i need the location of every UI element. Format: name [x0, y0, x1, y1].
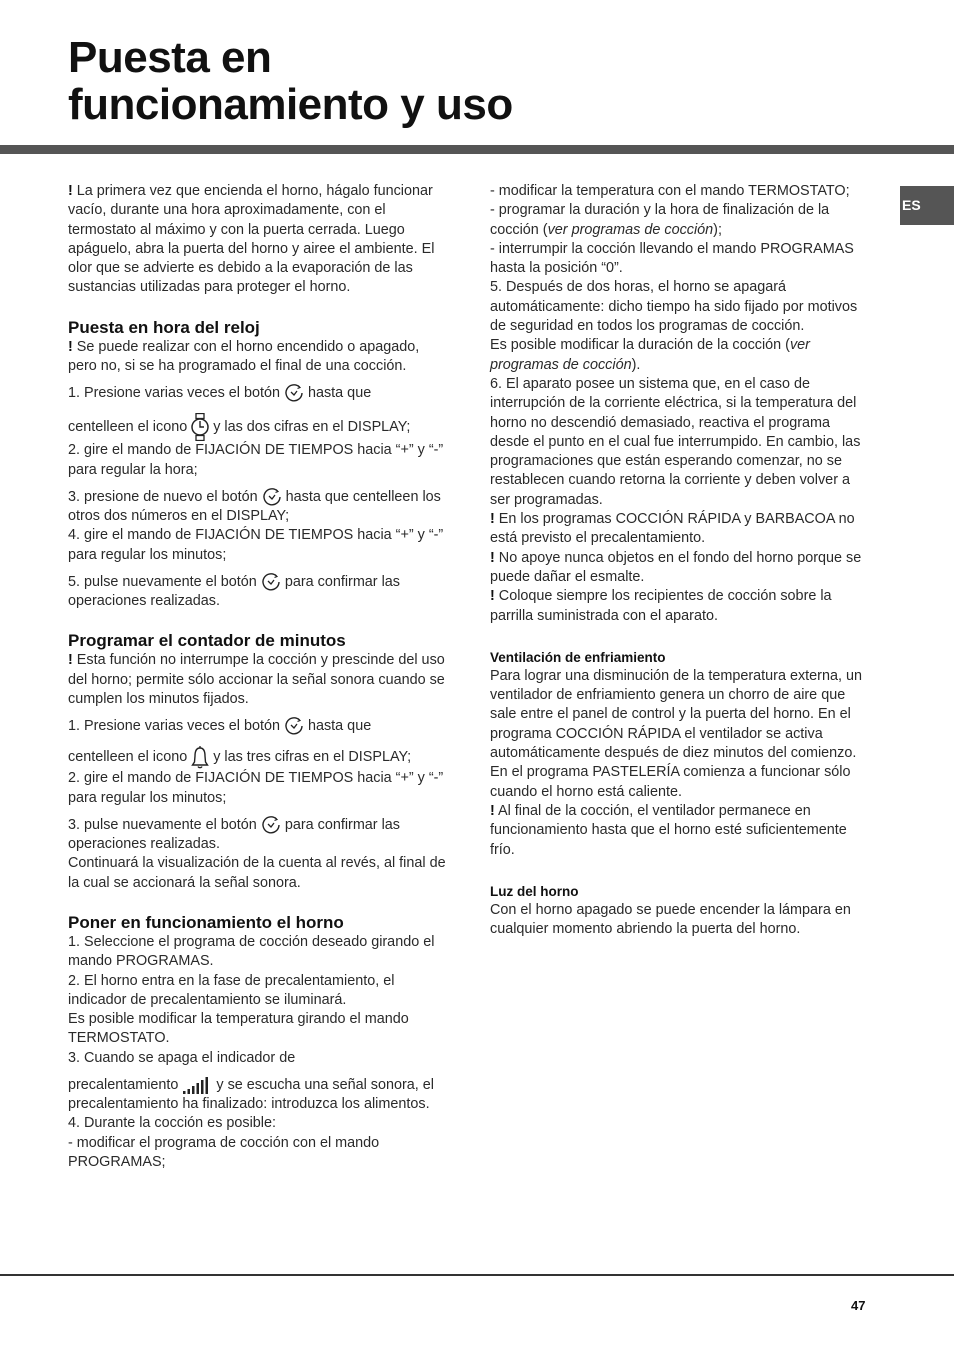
- clock-step-2: 2. gire el mando de FIJACIÓN DE TIEMPOS hacia “+” y “-” para regular la hora;: [68, 442, 444, 478]
- intro-paragraph: [68, 182, 446, 298]
- oven-step-4c-text-a: - programar la duración y la hora de finalización de la cocción (: [490, 202, 830, 238]
- oven-step-3: 3. Cuando se apaga el indicador de: [68, 1049, 296, 1066]
- warning-mark: !: [68, 183, 73, 199]
- warning-mark: !: [68, 652, 73, 669]
- section-heading-light: Luz del horno: [490, 883, 579, 899]
- timer-step-3-text-a: 3. pulse nuevamente el botón: [68, 816, 257, 833]
- timer-step-1-text-b: hasta que: [307, 718, 372, 735]
- clock-step-1-text-b: hasta que: [307, 385, 372, 402]
- note-preheat-text: En los programas COCCIÓN RÁPIDA y BARBACOA no está previsto el precalentamiento.: [490, 511, 855, 547]
- clock-step-1-cont: [68, 413, 446, 441]
- clock-step-5: [68, 572, 446, 611]
- clock-step-1: [68, 383, 446, 403]
- clock-step-5-text-b: para confirmar las operaciones realizadas.: [68, 573, 400, 610]
- warning-mark: !: [490, 549, 495, 566]
- section-heading-clock: Puesta en hora del reloj: [68, 317, 260, 337]
- oven-step-4d: - interrumpir la cocción llevando el mando PROGRAMAS hasta la posición “0”.: [490, 240, 854, 277]
- title-divider: [0, 145, 954, 154]
- clock-step-3-text-b: hasta que centelleen los otros dos números en el DISPLAY;: [68, 488, 441, 525]
- note-rack-text: Coloque siempre los recipientes de cocción sobre la parrilla suministrada con el aparato.: [490, 588, 832, 624]
- page-title: [68, 34, 513, 128]
- section-heading-oven: Poner en funcionamiento el horno: [68, 913, 344, 932]
- clock-step-3-text-a: 3. presione de nuevo el botón: [68, 488, 258, 505]
- oven-step-6: 6. El aparato posee un sistema que, en el caso de interrupción de la corriente eléctrica, si la temperatura del horno no descendió demasiado, reactiva el programa desde el punto en el cual fue interrumpido. En cambio, las programaciones que están esperando comenzar, no se restablecen cuando retorna la corriente y deben volver a ser programadas.: [490, 375, 861, 508]
- oven-step-5b-text-b: ).: [631, 356, 641, 373]
- cross-reference-programs: ver programas de cocción: [547, 221, 714, 238]
- note-rack: [490, 587, 870, 626]
- oven-step-3-cont: [68, 1075, 446, 1114]
- timer-step-3: [68, 815, 446, 854]
- clock-step-4: 4. gire el mando de FIJACIÓN DE TIEMPOS hacia “+” y “-” para regular los minutos;: [68, 527, 444, 563]
- oven-step-4: 4. Durante la cocción es posible:: [68, 1115, 276, 1132]
- warning-mark: !: [68, 338, 73, 355]
- oven-step-2b: Es posible modificar la temperatura girando el mando TERMOSTATO.: [68, 1011, 409, 1047]
- page-title-line1: Puesta en: [68, 33, 272, 82]
- oven-step-3-text-b: precalentamiento: [68, 1076, 179, 1093]
- language-tab: ES: [900, 186, 954, 225]
- ventilation-note-text: Al final de la cocción, el ventilador permanece en funcionamiento hasta que el horno esté suficientemente frío.: [490, 802, 847, 858]
- bell-icon: [191, 745, 209, 769]
- timer-step-1: [68, 716, 446, 736]
- clock-step-1-text-d: y las dos cifras en el DISPLAY;: [213, 419, 411, 436]
- section-heading-timer: Programar el contador de minutos: [68, 631, 346, 651]
- timer-step-1-text-a: 1. Presione varias veces el botón: [68, 718, 280, 735]
- note-preheat: [490, 510, 870, 549]
- oven-step-4c: [490, 201, 870, 240]
- timer-step-1-text-c: centelleen el icono: [68, 749, 188, 766]
- oven-step-4c-text-b: );: [713, 221, 722, 238]
- clock-button-icon: [284, 383, 304, 403]
- left-column: [68, 182, 446, 1172]
- clock-icon: [191, 413, 209, 441]
- timer-step-2: 2. gire el mando de FIJACIÓN DE TIEMPOS hacia “+” y “-” para regular los minutos;: [68, 770, 444, 806]
- timer-step-4: Continuará la visualización de la cuenta al revés, al final de la cual se accionará la señal sonora.: [68, 855, 446, 891]
- clock-step-5-text-a: 5. pulse nuevamente el botón: [68, 573, 257, 590]
- oven-step-4b: - modificar la temperatura con el mando TERMOSTATO;: [490, 183, 850, 199]
- page-title-line2: funcionamiento y uso: [68, 80, 513, 129]
- light-text: Con el horno apagado se puede encender la lámpara en cualquier momento abriendo la puerta del horno.: [490, 901, 851, 938]
- clock-button-icon: [261, 572, 281, 592]
- ventilation-text: Para lograr una disminución de la temperatura externa, un ventilador de enfriamiento genera un chorro de aire que sale entre el panel de control y la puerta del horno. En el programa COCCIÓN RÁPIDA el ventilador se activa automáticamente después de diez minutos del comienzo. En el programa PASTELERÍA comienza a funcionar sólo cuando el horno está caliente.: [490, 667, 862, 800]
- warning-mark: !: [490, 802, 495, 819]
- clock-note-text: Se puede realizar con el horno encendido o apagado, pero no, si se ha programado el final de una cocción.: [68, 338, 420, 375]
- warning-mark: !: [490, 588, 495, 605]
- oven-step-5b-text-a: Es posible modificar la duración de la cocción (: [490, 337, 790, 354]
- preheat-bars-icon: [182, 1075, 212, 1095]
- footer-divider: [0, 1274, 954, 1276]
- oven-step-1: 1. Seleccione el programa de cocción deseado girando el mando PROGRAMAS.: [68, 934, 435, 970]
- warning-mark: !: [490, 511, 495, 528]
- clock-button-icon: [262, 487, 282, 507]
- oven-step-4a: - modificar el programa de cocción con el mando PROGRAMAS;: [68, 1134, 380, 1171]
- timer-note-text: Esta función no interrumpe la cocción y prescinde del uso del horno; permite sólo accionar la señal sonora cuando se cumplen los minutos fijados.: [68, 652, 445, 708]
- oven-step-5: 5. Después de dos horas, el horno se apagará automáticamente: dicho tiempo ha sido fijado por motivos de seguridad en todos los programas de cocción.: [490, 279, 858, 335]
- right-column: [490, 182, 870, 939]
- ventilation-note: [490, 802, 870, 860]
- timer-note: [68, 651, 446, 709]
- note-enamel-text: No apoye nunca objetos en el fondo del horno porque se puede dañar el esmalte.: [490, 549, 862, 585]
- timer-step-1-text-d: y las tres cifras en el DISPLAY;: [213, 749, 412, 766]
- clock-step-1-text-c: centelleen el icono: [68, 419, 188, 436]
- clock-button-icon: [261, 815, 281, 835]
- oven-step-3-text-c: y se escucha una señal sonora, el precalentamiento ha finalizado: introduzca los alimentos.: [68, 1076, 435, 1113]
- timer-step-1-cont: [68, 745, 446, 769]
- clock-step-3: [68, 487, 446, 526]
- clock-step-1-text-a: 1. Presione varias veces el botón: [68, 385, 280, 402]
- oven-step-5b: [490, 336, 870, 375]
- clock-button-icon: [284, 716, 304, 736]
- timer-step-3-text-b: para confirmar las operaciones realizadas.: [68, 816, 400, 853]
- clock-note: [68, 338, 446, 377]
- section-heading-ventilation: Ventilación de enfriamiento: [490, 649, 666, 665]
- note-enamel: [490, 549, 870, 588]
- intro-text: La primera vez que encienda el horno, hágalo funcionar vacío, durante una hora aproximadamente, con el termostato al máximo y con la puerta cerrada. Luego apáguelo, abra la puerta del horno y airee el ambiente. El olor que se advierte es debido a la evaporación de las sustancias utilizadas para proteger el horno.: [68, 183, 435, 296]
- cross-reference-programs: ver programas de cocción: [490, 337, 810, 373]
- oven-step-2: 2. El horno entra en la fase de precalentamiento, el indicador de precalentamiento se iluminará.: [68, 972, 395, 1008]
- page-number: 47: [851, 1298, 866, 1313]
